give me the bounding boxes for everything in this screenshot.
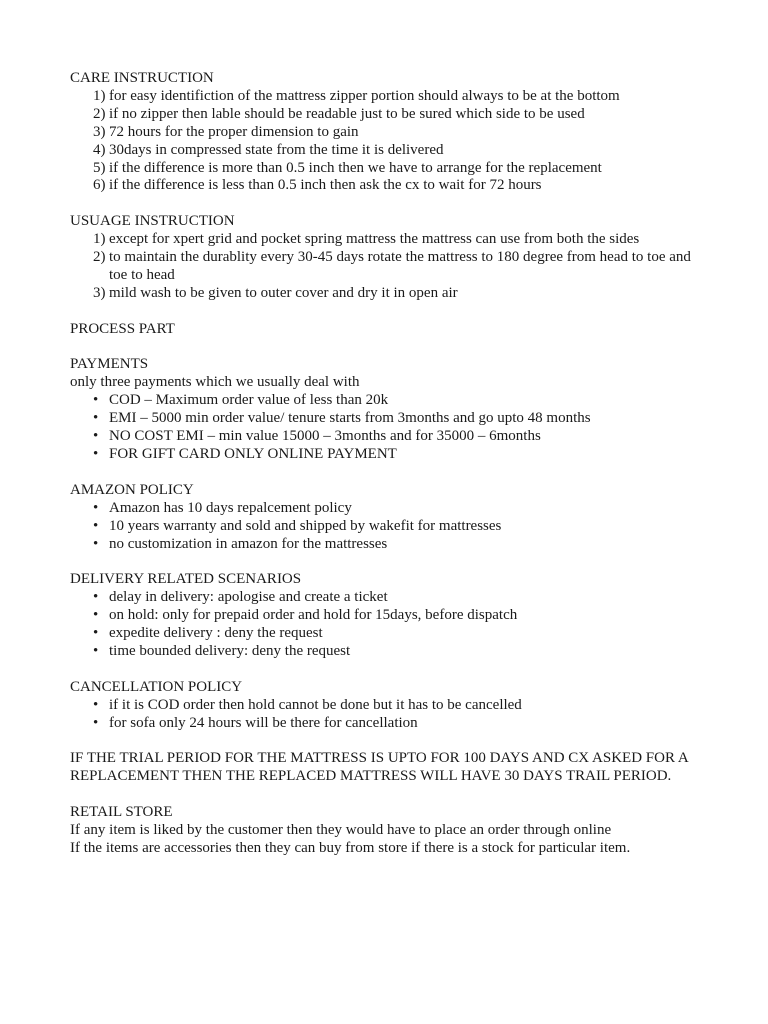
bullet-marker: • <box>93 625 99 642</box>
list-marker: 1) <box>93 87 106 104</box>
process-heading: PROCESS PART <box>70 320 175 337</box>
trial-note-paragraph: IF THE TRIAL PERIOD FOR THE MATTRESS IS UPTO FOR 100 DAYS AND CX ASKED FOR A REPLACEMENT THEN THE REPLACED MATTRESS WILL HAVE 30 DAYS TRAIL PERIOD. <box>70 750 688 785</box>
list-item-text: FOR GIFT CARD ONLY ONLINE PAYMENT <box>109 445 397 462</box>
payments-intro: only three payments which we usually deal with <box>70 374 360 391</box>
list-item <box>70 446 698 464</box>
list-item-text: for sofa only 24 hours will be there for cancellation <box>109 714 418 731</box>
bullet-marker: • <box>93 714 99 731</box>
list-item-text: time bounded delivery: deny the request <box>109 642 351 659</box>
list-item-text: delay in delivery: apologise and create a ticket <box>109 589 388 606</box>
list-marker: 6) <box>93 177 106 194</box>
delivery-bullet-list <box>70 589 698 661</box>
list-item-text: 30days in compressed state from the time it is delivered <box>109 141 444 158</box>
list-item-text: 10 years warranty and sold and shipped by wakefit for mattresses <box>109 517 502 534</box>
list-item <box>70 249 698 285</box>
list-item-text: if the difference is less than 0.5 inch then ask the cx to wait for 72 hours <box>109 177 542 194</box>
bullet-marker: • <box>93 589 99 606</box>
amazon-bullet-list <box>70 500 698 554</box>
section-delivery-scenarios <box>70 571 698 661</box>
list-marker: 3) <box>93 284 106 301</box>
list-marker: 4) <box>93 141 106 158</box>
list-item <box>70 124 698 142</box>
list-item-text: 72 hours for the proper dimension to gain <box>109 123 359 140</box>
bullet-marker: • <box>93 535 99 552</box>
list-item <box>70 625 698 643</box>
list-item <box>70 518 698 536</box>
list-item-text: expedite delivery : deny the request <box>109 625 323 642</box>
care-heading: CARE INSTRUCTION <box>70 70 214 86</box>
list-item <box>70 88 698 106</box>
bullet-marker: • <box>93 392 99 409</box>
cancellation-heading: CANCELLATION POLICY <box>70 678 243 695</box>
retail-paragraph: If the items are accessories then they can buy from store if there is a stock for particular item. <box>70 839 631 856</box>
list-item <box>70 589 698 607</box>
amazon-heading: AMAZON POLICY <box>70 481 194 498</box>
list-item-text: if no zipper then lable should be readable just to be sured which side to be used <box>109 105 585 122</box>
section-retail-store <box>70 804 698 858</box>
list-marker: 2) <box>93 249 106 266</box>
section-trial-note <box>70 750 698 786</box>
section-payments <box>70 356 698 463</box>
list-item-text: Amazon has 10 days repalcement policy <box>109 499 352 516</box>
bullet-marker: • <box>93 428 99 445</box>
list-item <box>70 177 698 195</box>
list-item-text: NO COST EMI – min value 15000 – 3months and for 35000 – 6months <box>109 428 541 445</box>
list-item <box>70 392 698 410</box>
delivery-heading: DELIVERY RELATED SCENARIOS <box>70 571 302 588</box>
list-item-text: COD – Maximum order value of less than 20k <box>109 392 389 409</box>
cancellation-bullet-list <box>70 697 698 733</box>
list-item-text: EMI – 5000 min order value/ tenure starts from 3months and go upto 48 months <box>109 410 591 427</box>
retail-heading: RETAIL STORE <box>70 804 173 821</box>
list-item <box>70 428 698 446</box>
bullet-marker: • <box>93 607 99 624</box>
usage-heading: USUAGE INSTRUCTION <box>70 213 235 230</box>
list-item-text: mild wash to be given to outer cover and dry it in open air <box>109 284 458 301</box>
list-item-text: on hold: only for prepaid order and hold for 15days, before dispatch <box>109 607 518 624</box>
section-usage-instruction <box>70 213 698 303</box>
bullet-marker: • <box>93 410 99 427</box>
payments-heading: PAYMENTS <box>70 356 149 373</box>
bullet-marker: • <box>93 642 99 659</box>
usage-numbered-list <box>70 231 698 303</box>
list-item <box>70 536 698 554</box>
list-item <box>70 697 698 715</box>
section-process-part <box>70 321 698 339</box>
section-cancellation-policy <box>70 679 698 733</box>
list-marker: 1) <box>93 231 106 248</box>
list-item <box>70 607 698 625</box>
list-item <box>70 231 698 249</box>
list-item-text: to maintain the durablity every 30-45 days rotate the mattress to 180 degree from head to toe and toe to head <box>109 249 691 283</box>
bullet-marker: • <box>93 517 99 534</box>
list-item <box>70 160 698 178</box>
list-marker: 2) <box>93 105 106 122</box>
bullet-marker: • <box>93 499 99 516</box>
list-item <box>70 106 698 124</box>
list-item-text: except for xpert grid and pocket spring mattress the mattress can use from both the sides <box>109 231 640 248</box>
list-marker: 3) <box>93 123 106 140</box>
list-marker: 5) <box>93 159 106 176</box>
payments-bullet-list <box>70 392 698 464</box>
section-care-instruction <box>70 70 698 195</box>
list-item-text: if it is COD order then hold cannot be done but it has to be cancelled <box>109 696 522 713</box>
bullet-marker: • <box>93 696 99 713</box>
list-item-text: for easy identifiction of the mattress zipper portion should always to be at the bottom <box>109 87 620 104</box>
list-item <box>70 643 698 661</box>
section-amazon-policy <box>70 482 698 554</box>
list-item <box>70 500 698 518</box>
retail-paragraph: If any item is liked by the customer then they would have to place an order through online <box>70 821 612 838</box>
list-item <box>70 142 698 160</box>
list-item-text: if the difference is more than 0.5 inch then we have to arrange for the replacement <box>109 159 602 176</box>
care-numbered-list <box>70 88 698 195</box>
list-item-text: no customization in amazon for the mattresses <box>109 535 388 552</box>
bullet-marker: • <box>93 445 99 462</box>
list-item <box>70 715 698 733</box>
list-item <box>70 410 698 428</box>
list-item <box>70 285 698 303</box>
